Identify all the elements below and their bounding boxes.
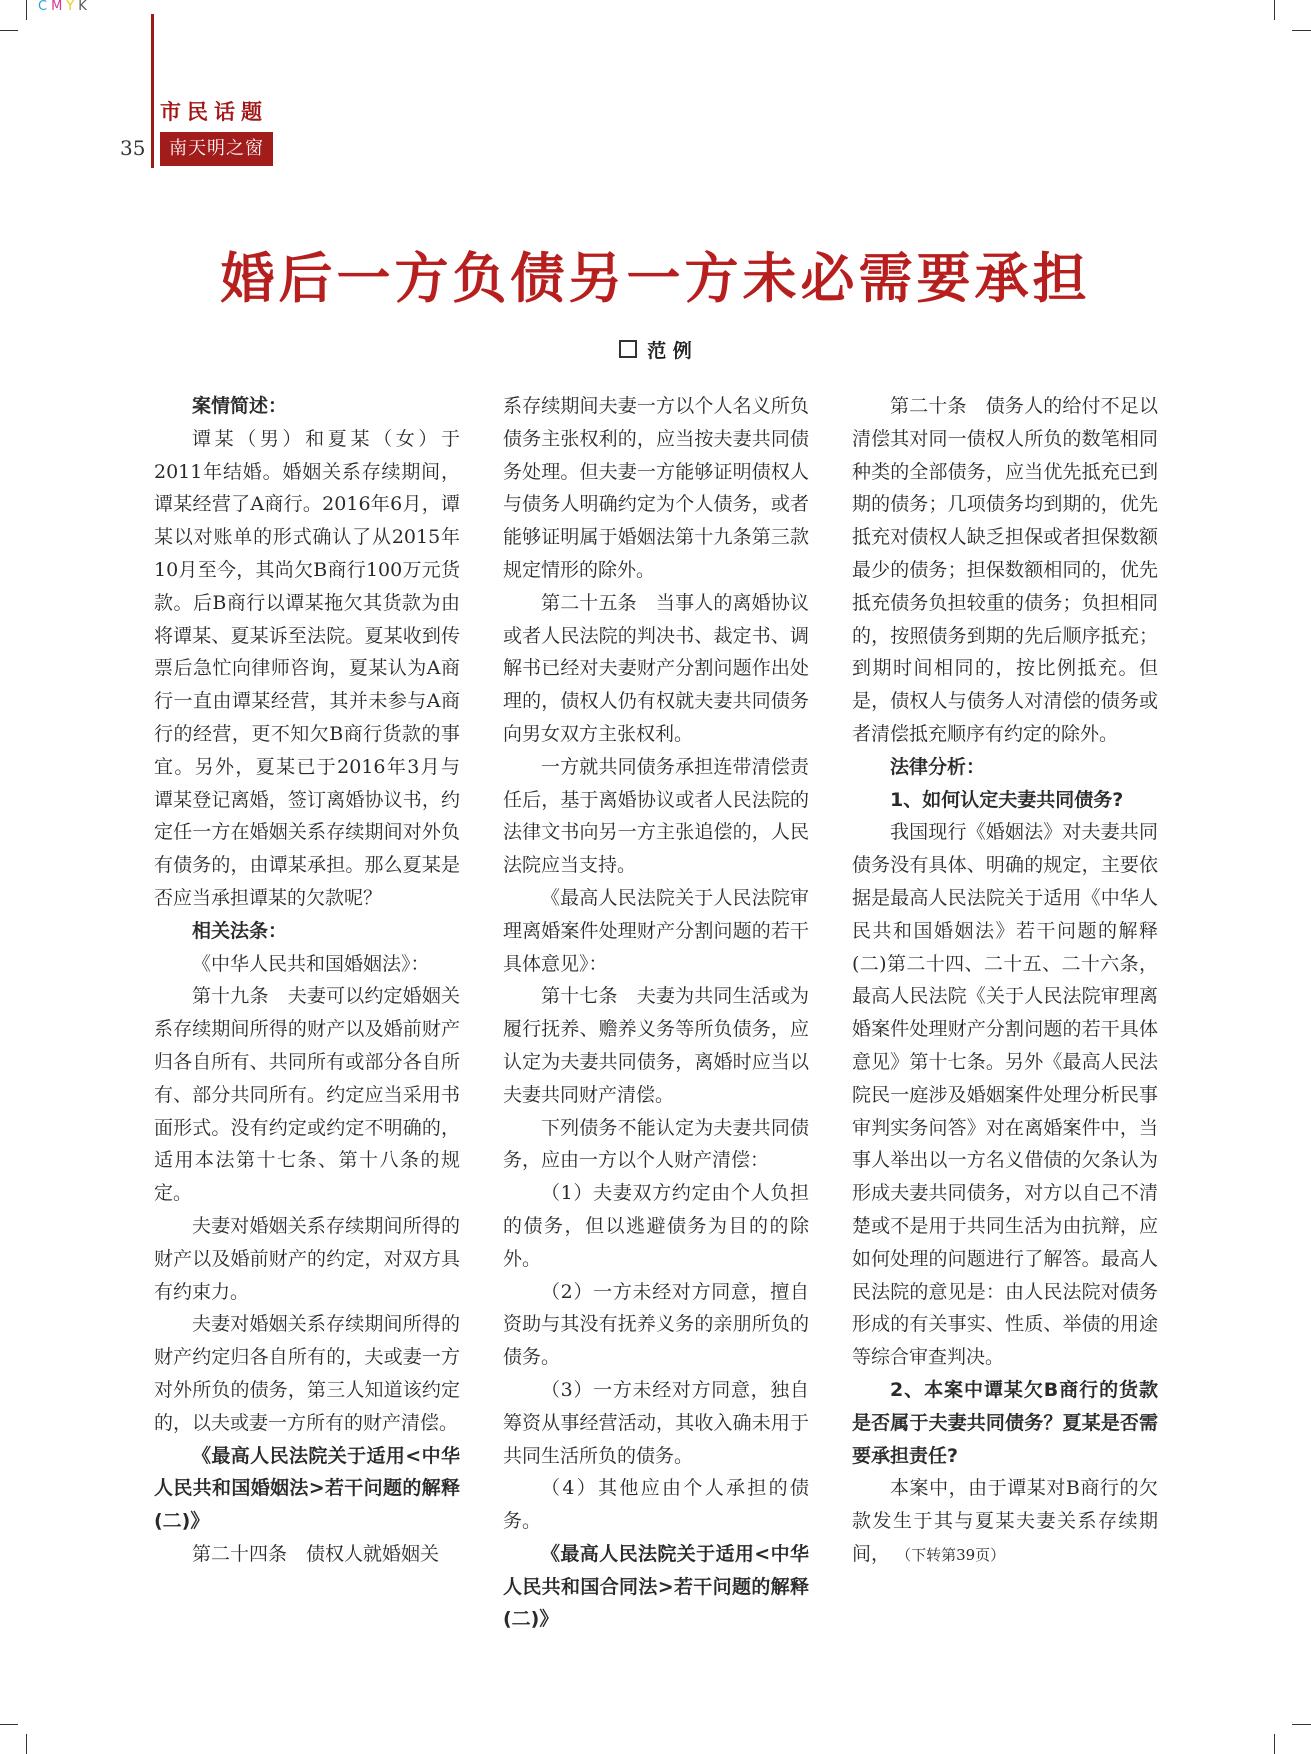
crop-mark	[1274, 1734, 1275, 1754]
crop-mark	[0, 1724, 18, 1725]
continuation-note: （下转第39页）	[896, 1545, 1006, 1564]
crop-mark	[1292, 1724, 1311, 1725]
cmyk-c: C	[38, 0, 52, 14]
paragraph: 第二十四条 债权人就婚姻关	[192, 1542, 440, 1565]
crop-mark	[0, 30, 18, 31]
article-title: 婚后一方负债另一方未必需要承担	[220, 247, 1091, 310]
crop-mark	[26, 1734, 27, 1754]
paragraph: 一方就共同债务承担连带清偿责任后，基于离婚协议或者人民法院的法律文书向另一方主张追偿的，人民法院应当支持。	[503, 755, 809, 877]
paragraph: （1）夫妻双方约定由个人负担的债务，但以逃避债务为目的的除外。	[503, 1182, 809, 1270]
paragraph-text: 本案中，由于谭某对B商行的欠款发生于其与夏某夫妻关系存续期间，	[852, 1477, 1158, 1565]
paragraph: （4）其他应由个人承担的债务。	[503, 1477, 809, 1533]
paragraph: （3）一方未经对方同意，独自筹资从事经营活动，其收入确未用于共同生活所负的债务。	[503, 1378, 809, 1467]
crop-mark	[1292, 30, 1311, 31]
paragraph: 《最高人民法院关于人民法院审理离婚案件处理财产分割问题的若干具体意见》：	[503, 886, 809, 975]
text-column-1	[154, 390, 460, 1571]
paragraph: 下列债务不能认定为夫妻共同债务，应由一方以个人财产清偿：	[503, 1116, 809, 1172]
paragraph: 谭某（男）和夏某（女）于2011年结婚。婚姻关系存续期间，谭某经营了A商行。2016年6月，谭某以对账单的形式确认了从2015年10月至今，其尚欠B商行100万元货款。后B商行以谭某拖欠其货款为由将谭某、夏某诉至法院。夏某收到传票后急忙向律师咨询，夏某认为A商行一直由谭某经营，其并未参与A商行的经营，更不知欠B商行货款的事宜。另外，夏某已于2016年3月与谭某登记离婚，签订离婚协议书，约定任一方在婚姻关系存续期间对外负有债务的，由谭某承担。那么夏某是否应当承担谭某的欠款呢？	[154, 427, 460, 909]
cmyk-m: M	[51, 0, 67, 14]
paragraph	[852, 1472, 1158, 1571]
section-heading: 1、如何认定夫妻共同债务?	[890, 788, 1124, 811]
cmyk-k: K	[78, 0, 91, 14]
sub-badge: 南天明之窗	[160, 132, 273, 166]
square-icon	[619, 340, 637, 358]
page-number: 35	[120, 136, 146, 160]
section-heading: 相关法条：	[192, 919, 288, 942]
header-rule	[151, 14, 154, 168]
cmyk-registration	[38, 0, 91, 14]
crop-mark	[1274, 0, 1275, 20]
paragraph: 第十九条 夫妻可以约定婚姻关系存续期间所得的财产以及婚前财产归各自所有、共同所有或部分各自所有、部分共同所有。约定应当采用书面形式。没有约定或约定不明确的，适用本法第十七条、第十八条的规定。	[154, 985, 460, 1205]
section-heading: 2、本案中谭某欠B商行的货款是否属于夫妻共同债务？夏某是否需要承担责任?	[852, 1378, 1158, 1467]
crop-mark	[26, 0, 27, 20]
paragraph: 我国现行《婚姻法》对夫妻共同债务没有具体、明确的规定，主要依据是最高人民法院关于适用《中华人民共和国婚姻法》若干问题的解释(二)第二十四、二十五、二十六条，最高人民法院《关于人民法院审理离婚案件处理财产分割问题的若干具体意见》第十七条。另外《最高人民法院民一庭涉及婚姻案件处理分析民事审判实务问答》对在离婚案件中，当事人举出以一方名义借债的欠条认为形成夫妻共同债务，对方以自己不清楚或不是用于共同生活为由抗辩，应如何处理的问题进行了解答。最高人民法院的意见是：由人民法院对债务形成的有关事实、性质、举债的用途等综合审查判决。	[852, 821, 1158, 1369]
author-name: 范 例	[647, 340, 692, 362]
cmyk-y: Y	[66, 0, 79, 14]
paragraph: 第二十条 债务人的给付不足以清偿其对同一债权人所负的数笔相同种类的全部债务，应当优先抵充已到期的债务；几项债务均到期的，优先抵充对债权人缺乏担保或者担保数额最少的债务；担保数额相同的，优先抵充债务负担较重的债务；负担相同的，按照债务到期的先后顺序抵充；到期时间相同的，按比例抵充。但是，债权人与债务人对清偿的债务或者清偿抵充顺序有约定的除外。	[852, 395, 1158, 745]
section-heading: 《最高人民法院关于适用<中华人民共和国婚姻法>若干问题的解释(二)》	[154, 1444, 460, 1533]
section-heading: 《最高人民法院关于适用<中华人民共和国合同法>若干问题的解释(二)》	[503, 1542, 809, 1631]
paragraph: （2）一方未经对方同意，擅自资助与其没有抚养义务的亲朋所负的债务。	[503, 1280, 809, 1369]
paragraph: 第二十五条 当事人的离婚协议或者人民法院的判决书、裁定书、调解书已经对夫妻财产分割问题作出处理的，债权人仍有权就夫妻共同债务向男女双方主张权利。	[503, 591, 809, 745]
section-heading: 案情简述：	[192, 395, 288, 417]
column-tag: 市民话题	[160, 100, 268, 124]
paragraph: 第十七条 夫妻为共同生活或为履行抚养、赡养义务等所负债务，应认定为夫妻共同债务，离婚时应当以夫妻共同财产清偿。	[503, 985, 809, 1106]
text-column-3	[852, 390, 1158, 1572]
text-column-2	[503, 390, 809, 1636]
paragraph: 《中华人民共和国婚姻法》：	[192, 952, 430, 975]
paragraph: 夫妻对婚姻关系存续期间所得的财产以及婚前财产的约定，对双方具有约束力。	[154, 1214, 460, 1303]
section-heading: 法律分析：	[890, 755, 986, 778]
article-author	[0, 336, 1311, 363]
paragraph: 夫妻对婚姻关系存续期间所得的财产约定归各自所有的，夫或妻一方对外所负的债务，第三人知道该约定的，以夫或妻一方所有的财产清偿。	[154, 1313, 460, 1434]
paragraph: 系存续期间夫妻一方以个人名义所负债务主张权利的，应当按夫妻共同债务处理。但夫妻一方能够证明债权人与债务人明确约定为个人债务，或者能够证明属于婚姻法第十九条第三款规定情形的除外。	[503, 395, 809, 581]
